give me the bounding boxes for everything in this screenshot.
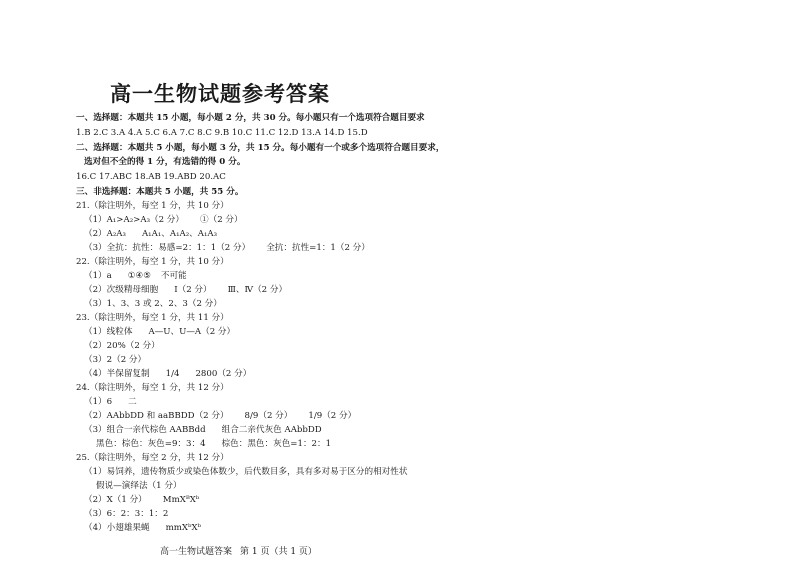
q24-answer-2b: 8/9（2 分） <box>244 411 293 421</box>
q23-answer-4a: （4）半保留复制 <box>84 369 150 379</box>
q24-answer-4b: 棕色：黑色：灰色=1：2：1 <box>221 439 332 449</box>
q24-answer-4 <box>96 438 331 450</box>
q23-heading: 23.（除注明外，每空 1 分，共 11 分） <box>76 313 229 323</box>
footer-doc-name: 高一生物试题答案 <box>160 547 233 557</box>
q23-answer-4 <box>84 368 251 380</box>
q23-answer-1 <box>84 326 235 338</box>
q24-answer-3a: （3）组合一亲代棕色 AABBdd <box>84 425 206 435</box>
q21-answer-2a: （2）A₂A₃ <box>84 229 126 239</box>
q21-answer-1b: ①（2 分） <box>200 215 243 225</box>
q25-answer-3: （3）6：2：3：1：2 <box>84 509 169 519</box>
q21-answer-2b: A₁A₁、A₁A₂、A₁A₃ <box>141 229 218 239</box>
q21-answer-3b: 全抗：抗性=1：1（2 分） <box>266 243 370 253</box>
section-2-heading-cont: 选对但不全的得 1 分，有选错的得 0 分。 <box>84 157 246 167</box>
q25-answer-1: （1）易饲养，遗传物质少或染色体数少，后代数目多，具有多对易于区分的相对性状 <box>84 467 408 477</box>
section-1-heading: 一、选择题：本题共 15 小题，每小题 2 分，共 30 分。每小题只有一个选项符合题目要求 <box>76 113 425 123</box>
q25-answer-2b: MmXᴮXᵇ <box>162 495 200 505</box>
q25-answer-2a: （2）X（1 分） <box>84 495 147 505</box>
q24-answer-3b: 组合二亲代灰色 AAbbDD <box>221 425 322 435</box>
q22-answer-1c: 不可能 <box>160 271 187 281</box>
q23-answer-2: （2）20%（2 分） <box>84 341 160 351</box>
q22-answer-3: （3）1、3、3 或 2、2、3（2 分） <box>84 299 222 309</box>
q24-answer-2a: （2）AAbbDD 和 aaBBDD（2 分） <box>84 411 229 421</box>
q21-heading: 21.（除注明外，每空 1 分，共 10 分） <box>76 201 229 211</box>
footer-page-number: 第 1 页（共 1 页） <box>240 547 317 557</box>
q22-answer-2a: （2）次级精母细胞 <box>84 285 159 295</box>
page-title: 高一生物试题参考答案 <box>110 81 330 106</box>
q23-answer-4c: 2800（2 分） <box>195 369 252 379</box>
q24-heading: 24.（除注明外，每空 1 分，共 12 分） <box>76 383 229 393</box>
q25-answer-1-cont: 假说—演绎法（1 分） <box>96 481 182 491</box>
q24-answer-1a: （1）6 <box>84 397 113 407</box>
q25-answer-4b: mmXᵇXᵇ <box>165 523 202 533</box>
q24-answer-2c: 1/9（2 分） <box>308 411 357 421</box>
q23-answer-1b: A—U、U—A（2 分） <box>148 327 236 337</box>
q24-answer-3 <box>84 424 322 436</box>
q24-answer-1b: 二 <box>128 397 137 407</box>
q21-answer-3 <box>84 242 370 254</box>
q22-answer-1 <box>84 270 187 282</box>
q24-answer-1 <box>84 396 137 408</box>
q24-answer-4a: 黑色：棕色：灰色=9：3：4 <box>96 439 206 449</box>
q22-answer-1a: （1）a <box>84 271 112 281</box>
page-footer <box>160 544 317 557</box>
section-3-heading: 三、非选择题：本题共 5 小题，共 55 分。 <box>76 187 244 197</box>
q21-answer-2 <box>84 228 217 240</box>
q22-answer-1b: ①④⑤ <box>127 271 151 281</box>
q21-answer-1 <box>84 214 243 226</box>
q23-answer-1a: （1）线粒体 <box>84 327 133 337</box>
section-2-answers: 16.C 17.ABC 18.AB 19.ABD 20.AC <box>76 172 226 182</box>
q21-answer-1a: （1）A₁>A₂>A₃（2 分） <box>84 215 184 225</box>
q24-answer-2 <box>84 410 356 422</box>
q25-answer-4 <box>84 522 201 534</box>
q25-answer-2 <box>84 494 199 506</box>
section-2-heading: 二、选择题：本题共 5 小题，每小题 3 分，共 15 分。每小题有一个或多个选项符合题目要求， <box>76 143 445 153</box>
q25-answer-4a: （4）小翅雄果蝇 <box>84 523 150 533</box>
q22-answer-2 <box>84 284 287 296</box>
q23-answer-3: （3）2（2 分） <box>84 355 147 365</box>
q22-heading: 22.（除注明外，每空 1 分，共 10 分） <box>76 257 229 267</box>
q25-heading: 25.（除注明外，每空 2 分，共 12 分） <box>76 453 229 463</box>
q21-answer-3a: （3）全抗：抗性：易感=2：1：1（2 分） <box>84 243 251 253</box>
q23-answer-4b: 1/4 <box>165 369 180 379</box>
q22-answer-2b: Ⅰ（2 分） <box>174 285 212 295</box>
q22-answer-2c: Ⅲ、Ⅳ（2 分） <box>227 285 288 295</box>
section-1-answers: 1.B 2.C 3.A 4.A 5.C 6.A 7.C 8.C 9.B 10.C 11.C 12.D 13.A 14.D 15.D <box>76 128 368 138</box>
